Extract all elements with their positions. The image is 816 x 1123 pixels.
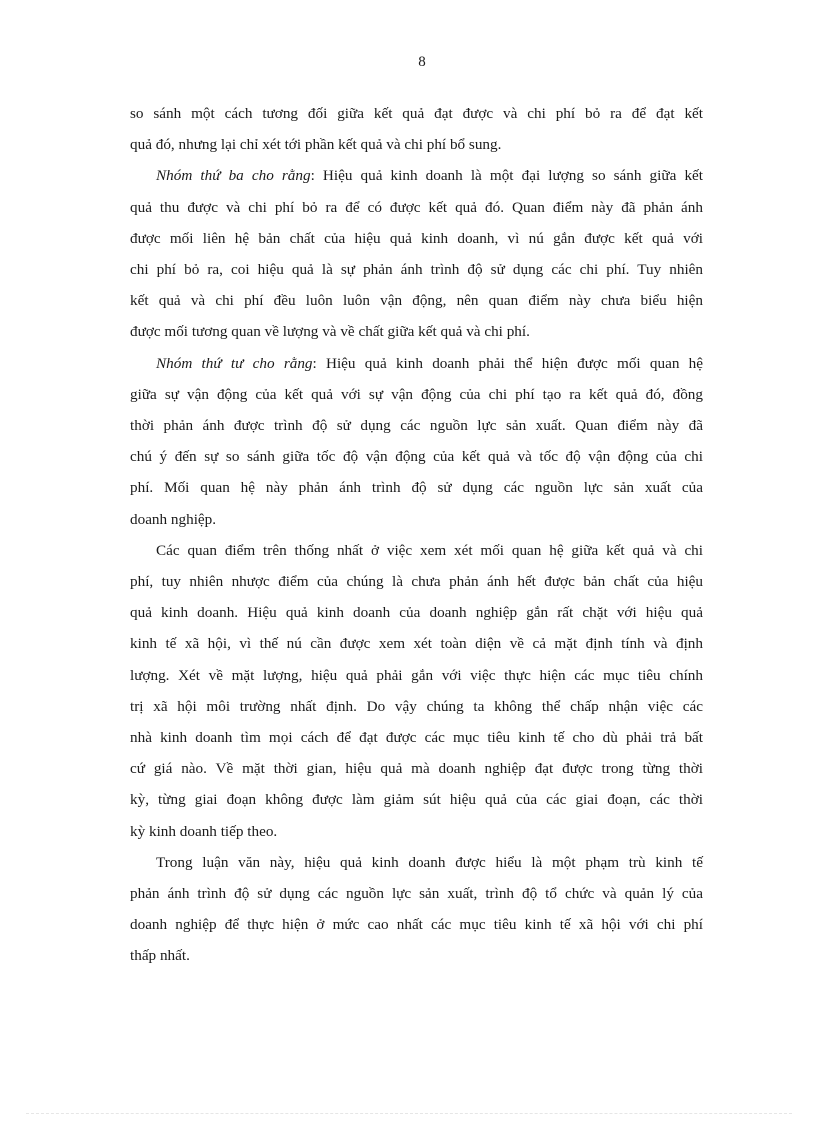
paragraph	[130, 348, 703, 535]
text-line: được mối liên hệ bản chất của hiệu quả kinh doanh, vì nú gắn được kết quả với	[130, 229, 703, 247]
text-line: doanh nghiệp để thực hiện ở mức cao nhất các mục tiêu kinh tế xã hội với chi phí	[130, 916, 703, 934]
text-line: nhà kinh doanh tìm mọi cách để đạt được các mục tiêu kinh tế cho dù phải trả bất	[130, 729, 703, 747]
paragraph	[130, 535, 703, 847]
text-line: thời phản ánh được trình độ sử dụng các nguồn lực sản xuất. Quan điểm này đã	[130, 417, 703, 435]
text-line: doanh nghiệp.	[130, 510, 217, 528]
text-line: chi phí bỏ ra, coi hiệu quả là sự phản ánh trình độ sử dụng các chi phí. Tuy nhiên	[130, 261, 703, 279]
text-line	[156, 348, 703, 379]
paragraph-lead: Nhóm thứ tư cho rằng	[156, 354, 313, 372]
text-line: kỳ, từng giai đoạn không được làm giảm sút hiệu quả của các giai đoạn, các thời	[130, 791, 703, 809]
text-line: quả thu được và chi phí bỏ ra để có được kết quả đó. Quan điểm này đã phản ánh	[130, 198, 703, 216]
text-line: phí. Mối quan hệ này phản ánh trình độ sử dụng các nguồn lực sản xuất của	[130, 479, 703, 497]
paragraph	[130, 160, 703, 347]
page-bottom-divider	[26, 1113, 792, 1114]
text-line: giữa sự vận động của kết quả với sự vận động của chi phí tạo ra kết quả đó, đồng	[130, 385, 703, 403]
text-line: kỳ kinh doanh tiếp theo.	[130, 822, 278, 840]
paragraph	[130, 847, 703, 972]
text-line: Các quan điểm trên thống nhất ở việc xem xét mối quan hệ giữa kết quả và chi	[156, 541, 703, 559]
text-fragment: : Hiệu quả kinh doanh là một đại lượng so sánh giữa kết	[310, 167, 703, 185]
text-line: so sánh một cách tương đối giữa kết quả đạt được và chi phí bỏ ra để đạt kết	[130, 105, 703, 122]
text-line: chú ý đến sự so sánh giữa tốc độ vận động của kết quả và tốc độ vận động của chi	[130, 448, 703, 466]
text-line: cứ giá nào. Về mặt thời gian, hiệu quả mà doanh nghiệp đạt được trong từng thời	[130, 760, 703, 778]
text-line: quả đó, nhưng lại chỉ xét tới phần kết quả và chi phí bổ sung.	[130, 136, 502, 154]
page-number: 8	[418, 54, 426, 70]
paragraph	[130, 98, 703, 160]
text-line: được mối tương quan về lượng và về chất giữa kết quả và chi phí.	[130, 323, 530, 341]
text-line: phản ánh trình độ sử dụng các nguồn lực sản xuất, trình độ tổ chức và quản lý của	[130, 885, 703, 903]
text-line: thấp nhất.	[130, 947, 190, 965]
text-line: phí, tuy nhiên nhược điểm của chúng là chưa phản ánh hết được bản chất của hiệu	[130, 573, 703, 591]
text-line	[156, 160, 703, 191]
text-line: Trong luận văn này, hiệu quả kinh doanh được hiểu là một phạm trù kinh tế	[156, 853, 703, 871]
paragraph-lead: Nhóm thứ ba cho rằng	[156, 167, 311, 185]
text-line: kết quả và chi phí đều luôn luôn vận động, nên quan điểm này chưa biểu hiện	[130, 292, 703, 310]
text-line: lượng. Xét về mặt lượng, hiệu quả phải gắn với việc thực hiện các mục tiêu chính	[130, 666, 703, 684]
text-fragment: : Hiệu quả kinh doanh phải thể hiện được mối quan hệ	[312, 354, 703, 372]
document-body	[130, 98, 703, 972]
text-line: quả kinh doanh. Hiệu quả kinh doanh của doanh nghiệp gắn rất chặt với hiệu quả	[130, 604, 703, 622]
text-line: kinh tế xã hội, vì thế nú cần được xem xét toàn diện về cả mặt định tính và định	[130, 635, 703, 653]
text-line: trị xã hội môi trường nhất định. Do vậy chúng ta không thể chấp nhận việc các	[130, 697, 703, 715]
